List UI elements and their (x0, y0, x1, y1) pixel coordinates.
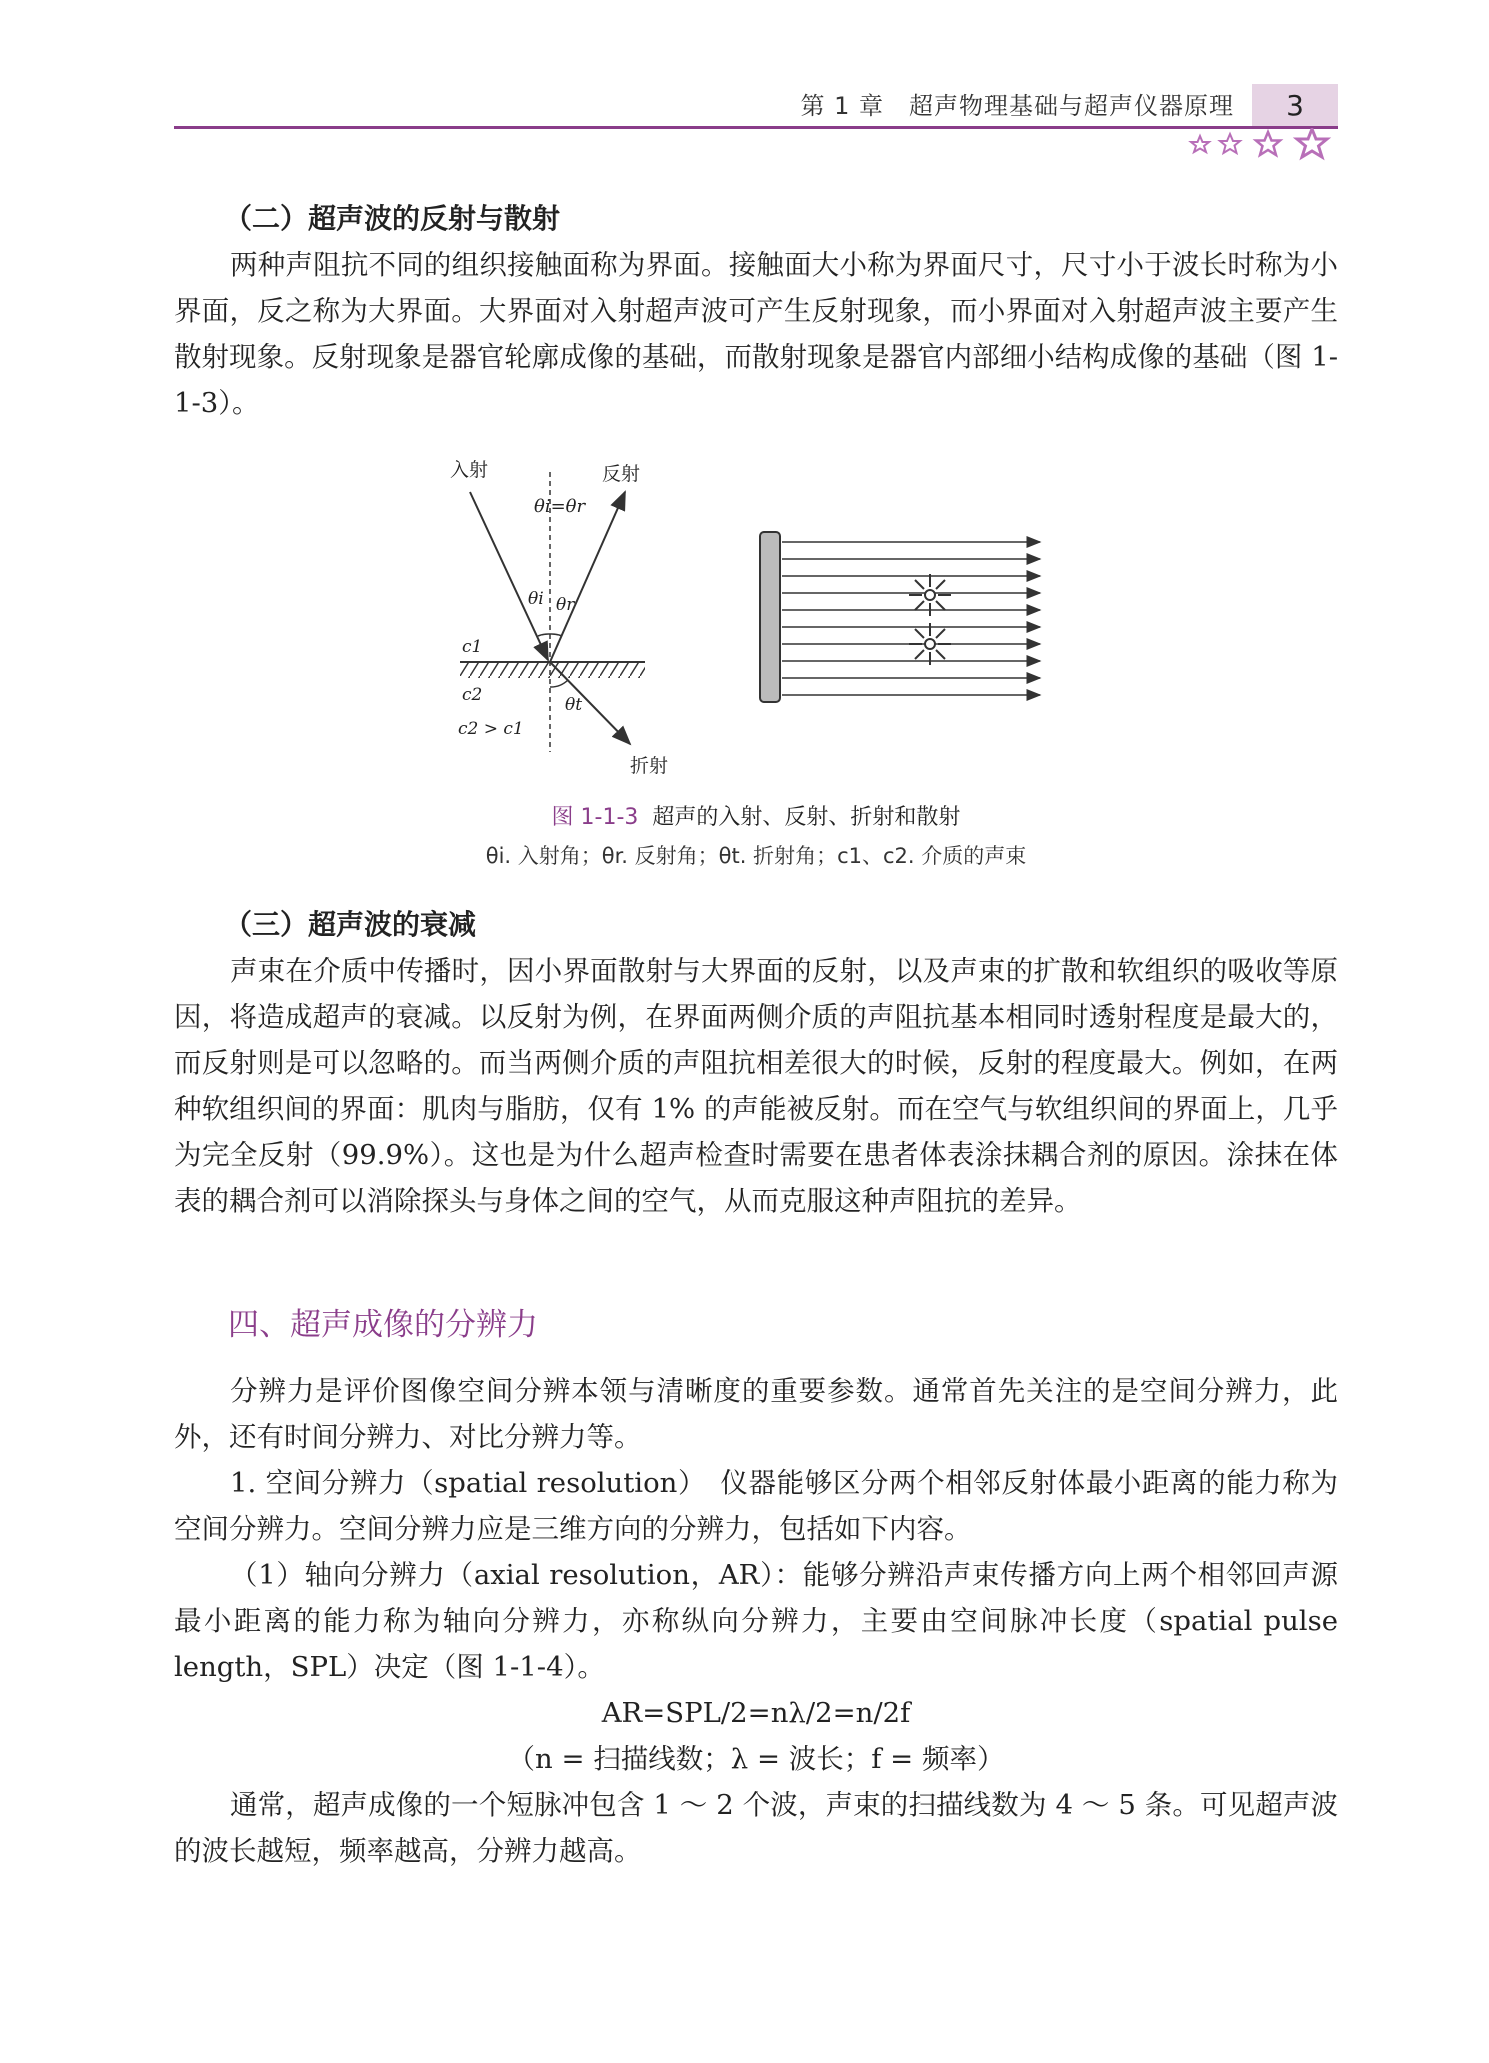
figure-1-1-3 (430, 452, 1080, 782)
figure-note: θi. 入射角；θr. 反射角；θt. 折射角；c1、c2. 介质的声束 (485, 844, 1027, 868)
star-icon (1191, 136, 1209, 152)
section-4-paragraph-4: 通常，超声成像的一个短脉冲包含 1 ～ 2 个波，声束的扫描线数为 4 ～ 5 条。可见超声波的波长越短，频率越高，分辨力越高。 (174, 1789, 1338, 1867)
c1-label: c1 (462, 637, 483, 657)
incident-label: 入射 (450, 459, 489, 481)
section-4-paragraph-1: 分辨力是评价图像空间分辨本领与清晰度的重要参数。通常首先关注的是空间分辨力，此外，还有时间分辨力、对比分辨力等。 (174, 1375, 1338, 1453)
angle-equation: θi=θr (534, 496, 586, 517)
section-2-paragraph: 两种声阻抗不同的组织接触面称为界面。接触面大小称为界面尺寸，尺寸小于波长时称为小界面，反之称为大界面。大界面对入射超声波可产生反射现象，而小界面对入射超声波主要产生散射现象。反射现象是器官轮廓成像的基础，而散射现象是器官内部细小结构成像的基础（图 1-1-3）。 (174, 249, 1338, 419)
page-number: 3 (1252, 84, 1338, 128)
scatter-point-2 (909, 623, 951, 665)
c2-label: c2 (462, 685, 483, 705)
formula-note: （n = 扫描线数；λ = 波长；f = 频率） (507, 1743, 1005, 1775)
section-4-heading: 四、超声成像的分辨力 (228, 1307, 538, 1343)
reflected-label: 反射 (602, 463, 641, 485)
c2-gt-c1-label: c2 > c1 (458, 719, 524, 739)
angle-arc-t (550, 680, 568, 687)
header-rule (174, 126, 1338, 129)
beam-lines (782, 542, 1040, 695)
section-2-heading: （二）超声波的反射与散射 (224, 202, 561, 235)
interface-hatch (460, 662, 645, 678)
reflection-diagram (450, 459, 668, 777)
star-icons (1188, 128, 1338, 168)
figure-caption (174, 800, 1338, 831)
running-header: 第 1 章 超声物理基础与超声仪器原理 (800, 92, 1234, 120)
star-icon (1220, 134, 1240, 153)
scatter-point-1 (909, 574, 951, 616)
refracted-label: 折射 (630, 755, 669, 777)
angle-arc-r (550, 634, 562, 636)
figure-title: 超声的入射、反射、折射和散射 (652, 805, 961, 830)
theta-i-label: θi (528, 589, 544, 609)
scatter-diagram (760, 532, 1040, 702)
formula: AR=SPL/2=nλ/2=n/2f (601, 1697, 911, 1729)
theta-r-label: θr (556, 595, 575, 615)
transducer (760, 532, 780, 702)
figure-number: 图 1-1-3 (551, 805, 639, 830)
section-4-paragraph-2: 1. 空间分辨力（spatial resolution） 仪器能够区分两个相邻反射体最小距离的能力称为空间分辨力。空间分辨力应是三维方向的分辨力，包括如下内容。 (174, 1467, 1338, 1545)
star-icon (1297, 129, 1327, 157)
section-4-paragraph-3: （1）轴向分辨力（axial resolution，AR）：能够分辨沿声束传播方向上两个相邻回声源最小距离的能力称为轴向分辨力，亦称纵向分辨力，主要由空间脉冲长度（spatial pulse length，SPL）决定（图 1-1-4）。 (174, 1559, 1338, 1683)
star-icon (1256, 132, 1280, 155)
section-3-heading: （三）超声波的衰减 (224, 908, 477, 941)
incident-ray (470, 492, 548, 660)
theta-t-label: θt (565, 695, 583, 715)
section-3-paragraph: 声束在介质中传播时，因小界面散射与大界面的反射，以及声束的扩散和软组织的吸收等原因，将造成超声的衰减。以反射为例，在界面两侧介质的声阻抗基本相同时透射程度是最大的，而反射则是可以忽略的。而当两侧介质的声阻抗相差很大的时候，反射的程度最大。例如，在两种软组织间的界面：肌肉与脂肪，仅有 1% 的声能被反射。而在空气与软组织间的界面上，几乎为完全反射（99.9%）。这也是为什么超声检查时需要在患者体表涂抹耦合剂的原因。涂抹在体表的耦合剂可以消除探头与身体之间的空气，从而克服这种声阻抗的差异。 (174, 955, 1338, 1217)
angle-arc-i (538, 634, 550, 636)
